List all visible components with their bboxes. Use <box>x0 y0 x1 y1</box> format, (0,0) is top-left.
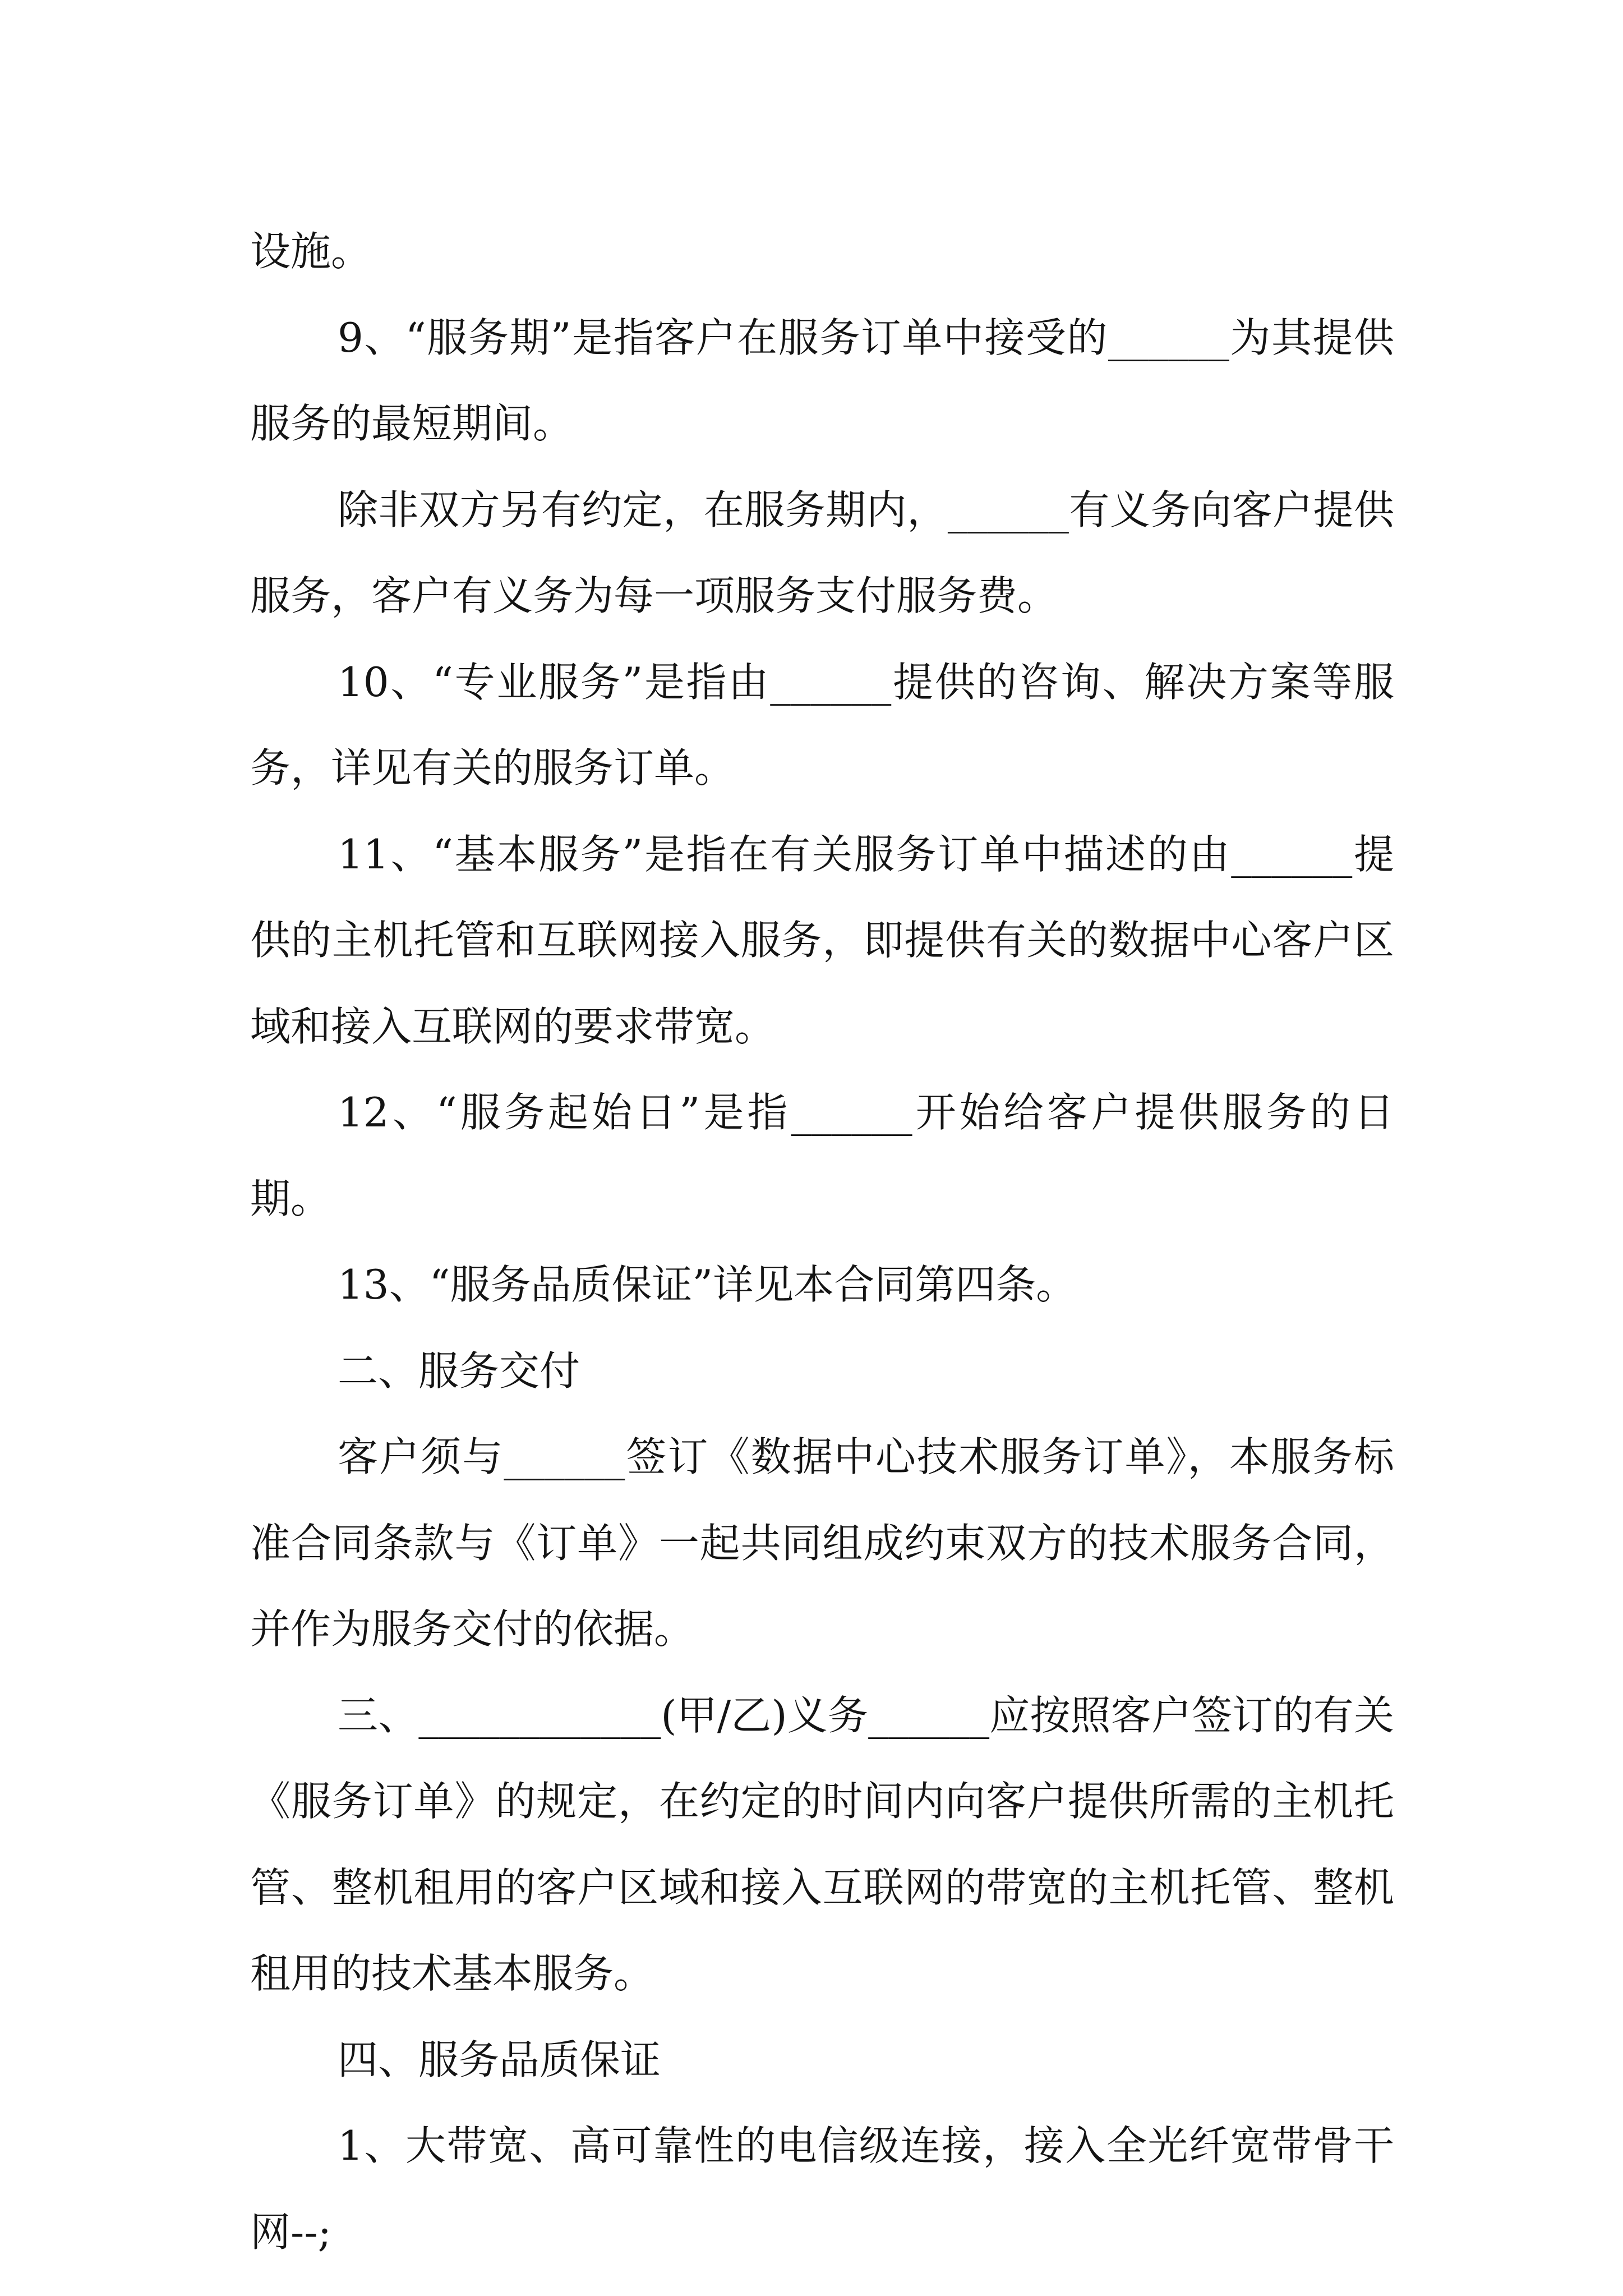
paragraph-item-12: 12、“服务起始日”是指______开始给客户提供服务的日期。 <box>250 1089 1394 1222</box>
paragraph-item-11: 11、“基本服务”是指在有关服务订单中描述的由______提供的主机托管和互联网接入服务，即提供有关的数据中心客户区域和接入互联网的要求带宽。 <box>250 830 1394 1050</box>
section-heading-quality-guarantee: 四、服务品质保证 <box>338 2036 661 2083</box>
paragraph-service-delivery: 客户须与______签订《数据中心技术服务订单》，本服务标准合同条款与《订单》一起共同组成约束双方的技术服务合同，并作为服务交付的依据。 <box>250 1433 1394 1653</box>
paragraph-service-period-note: 除非双方另有约定，在服务期内，______有义务向客户提供服务，客户有义务为每一项服务支付服务费。 <box>250 486 1394 619</box>
paragraph-section-obligations: 三、____________(甲/乙)义务______应按照客户签订的有关《服务订单》的规定，在约定的时间内向客户提供所需的主机托管、整机租用的客户区域和接入互联网的带宽的主机托管、整机租用的技术基本服务。 <box>250 1691 1394 1997</box>
section-heading-service-delivery: 二、服务交付 <box>338 1347 580 1395</box>
paragraph-item-10: 10、“专业服务”是指由______提供的咨询、解决方案等服务，详见有关的服务订单。 <box>250 658 1394 792</box>
document-page <box>250 209 1394 2275</box>
paragraph-quality-item-1: 1、大带宽、高可靠性的电信级连接，接入全光纤宽带骨干网--; <box>250 2122 1394 2256</box>
paragraph-item-13: 13、“服务品质保证”详见本合同第四条。 <box>338 1261 1077 1308</box>
paragraph-continuation: 设施。 <box>250 228 372 275</box>
paragraph-item-9: 9、“服务期”是指客户在服务订单中接受的______为其提供服务的最短期间。 <box>250 314 1394 447</box>
